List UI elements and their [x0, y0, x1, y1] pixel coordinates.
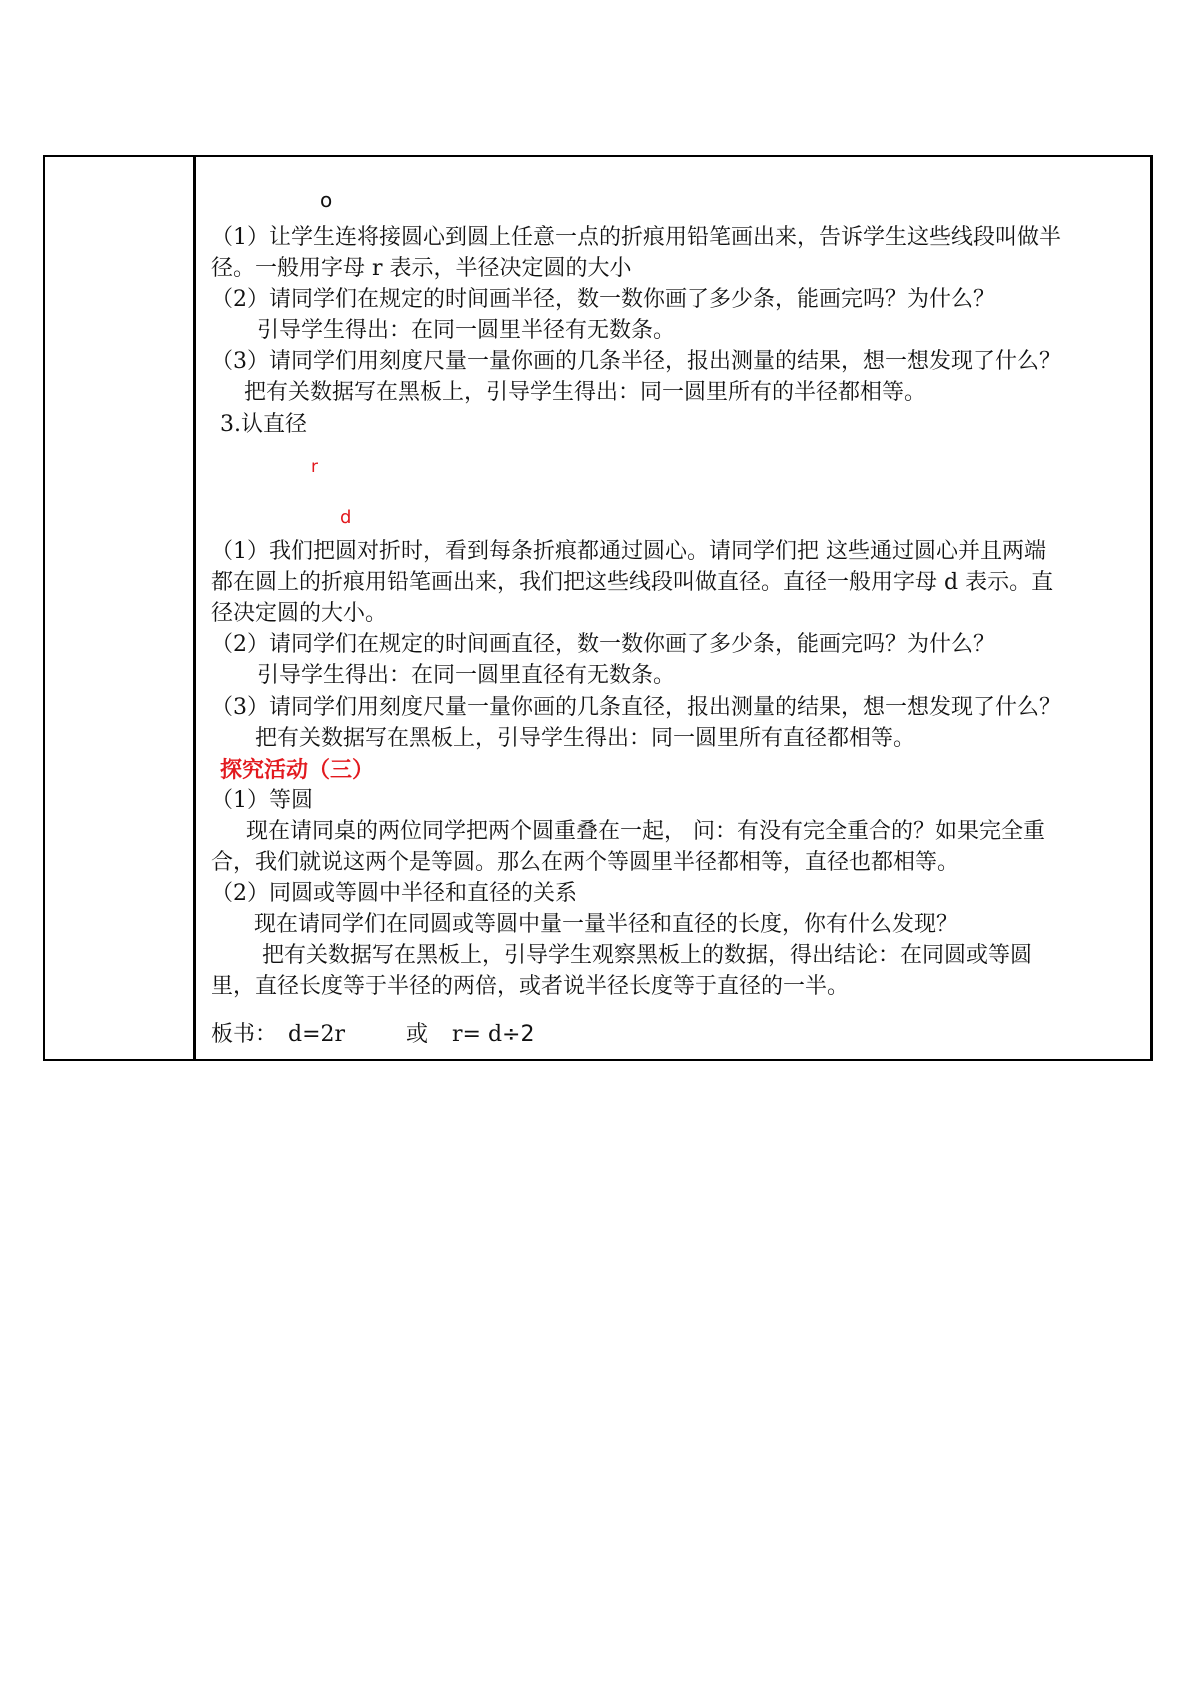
lesson-table — [43, 155, 1153, 1061]
diameter-p1-line1: （1）我们把圆对折时，看到每条折痕都通过圆心。请同学们把 这些通过圆心并且两端 — [211, 539, 1046, 564]
radius-p2: （2）请同学们在规定的时间画半径，数一数你画了多少条，能画完吗？为什么？ — [211, 287, 995, 312]
board-connector: 或 — [406, 1022, 429, 1047]
content-cell — [196, 157, 1150, 1059]
activity3-sub2-line1: 现在请同学们在同圆或等圆中量一量半径和直径的长度，你有什么发现？ — [254, 912, 959, 937]
radius-p2-guide: 引导学生得出：在同一圆里半径有无数条。 — [257, 318, 676, 343]
activity3-sub2-line3: 里，直径长度等于半径的两倍，或者说半径长度等于直径的一半。 — [211, 974, 850, 999]
board-formula-r-suffix: ÷2 — [502, 1022, 535, 1047]
radius-p3-guide: 把有关数据写在黑板上，引导学生得出：同一圆里所有的半径都相等。 — [244, 380, 927, 405]
diameter-p3-guide: 把有关数据写在黑板上，引导学生得出：同一圆里所有直径都相等。 — [255, 726, 916, 751]
radius-p1-line1: （1）让学生连将接圆心到圆上任意一点的折痕用铅笔画出来，告诉学生这些线段叫做半 — [211, 225, 1061, 250]
radius-p3: （3）请同学们用刻度尺量一量你画的几条半径，报出测量的结果，想一想发现了什么？ — [211, 349, 1061, 374]
activity3-sub1: （1）等圆 — [211, 788, 313, 813]
diameter-p2-guide: 引导学生得出：在同一圆里直径有无数条。 — [257, 663, 676, 688]
diameter-figure-label: d — [340, 507, 352, 528]
board-formula-r-prefix: r= d — [452, 1022, 503, 1047]
diameter-heading: 3.认直径 — [220, 412, 307, 437]
diameter-p2: （2）请同学们在规定的时间画直径，数一数你画了多少条，能画完吗？为什么？ — [211, 632, 995, 657]
activity3-sub2: （2）同圆或等圆中半径和直径的关系 — [211, 881, 577, 906]
diameter-p1-line3: 径决定圆的大小。 — [211, 601, 388, 626]
radius-figure-label: r — [311, 457, 318, 477]
board-formula-r — [452, 1024, 534, 1046]
circle-center-label: o — [320, 188, 333, 212]
activity3-sub2-line2: 把有关数据写在黑板上，引导学生观察黑板上的数据，得出结论：在同圆或等圆 — [262, 943, 1033, 968]
diameter-p3: （3）请同学们用刻度尺量一量你画的几条直径，报出测量的结果，想一想发现了什么？ — [211, 695, 1061, 720]
radius-p1-line2: 径。一般用字母 r 表示，半径决定圆的大小 — [211, 256, 632, 281]
diameter-p1-line2: 都在圆上的折痕用铅笔画出来，我们把这些线段叫做直径。直径一般用字母 d 表示。直 — [211, 570, 1054, 595]
activity3-sub1-line2: 合，我们就说这两个是等圆。那么在两个等圆里半径都相等，直径也都相等。 — [211, 850, 960, 875]
activity3-sub1-line1: 现在请同桌的两位同学把两个圆重叠在一起， 问：有没有完全重合的？如果完全重 — [246, 819, 1045, 844]
board-label: 板书： — [211, 1022, 278, 1047]
activity3-heading: 探究活动（三） — [220, 757, 375, 783]
board-formula-d: d=2r — [288, 1022, 346, 1047]
